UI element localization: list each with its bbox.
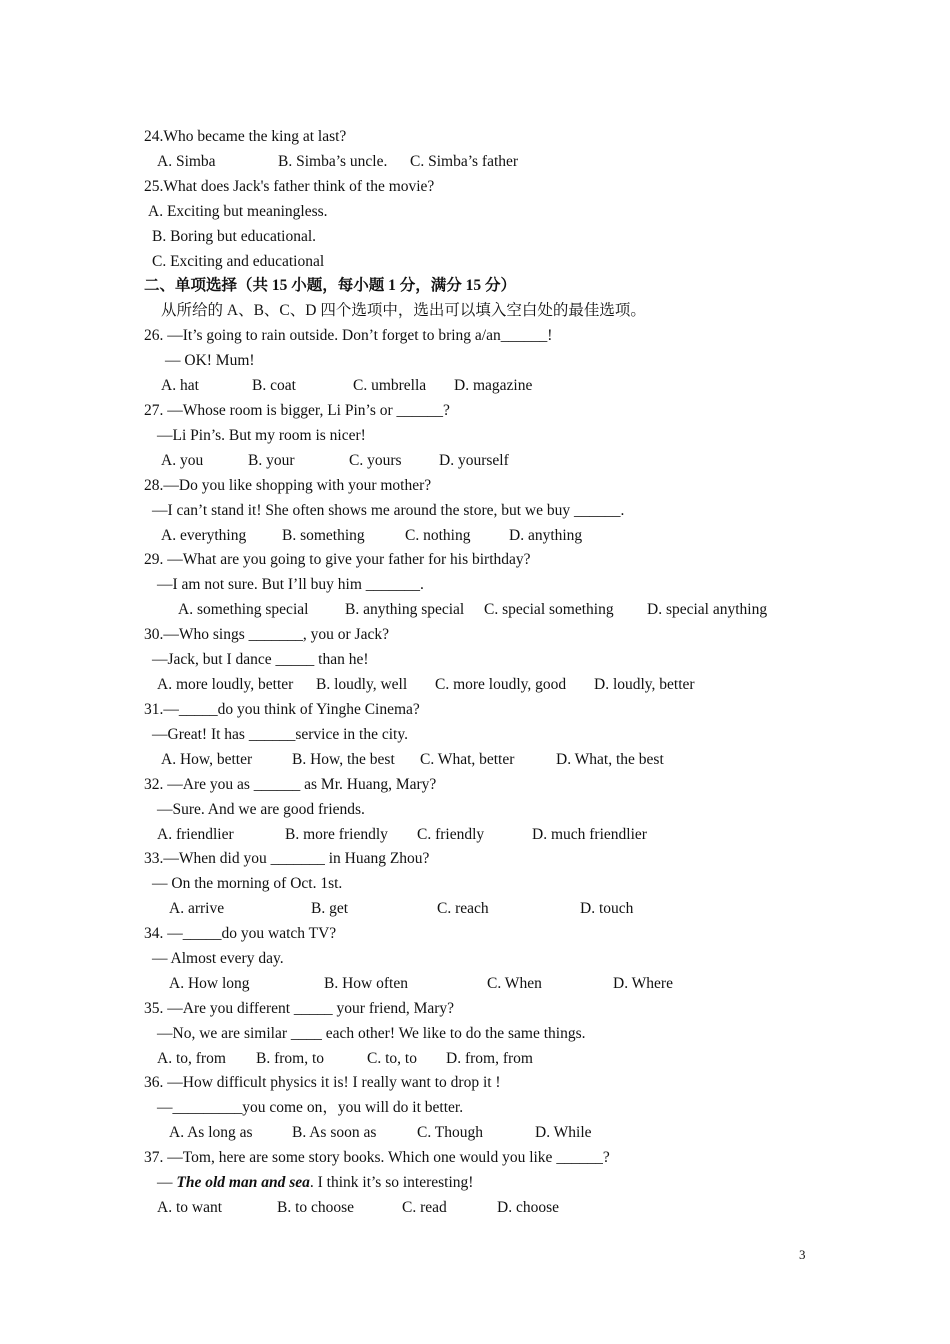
q27-option-c: C. yours xyxy=(349,452,402,469)
q30-option-c: C. more loudly, good xyxy=(435,676,567,693)
q32-option-d: D. much friendlier xyxy=(532,826,647,843)
q24-option-b: B. Simba’s uncle. xyxy=(278,153,388,170)
q35-option-c: C. to, to xyxy=(367,1050,417,1067)
q35-option-d: D. from, from xyxy=(446,1050,533,1067)
q36-option-d: D. While xyxy=(535,1124,592,1141)
q30-option-d: D. loudly, better xyxy=(594,676,695,693)
book-title: The old man and sea xyxy=(176,1174,310,1191)
q26-option-b: B. coat xyxy=(252,377,296,394)
q37-option-d: D. choose xyxy=(497,1199,559,1216)
q26-option-c: C. umbrella xyxy=(353,377,427,394)
q24-option-a: A. Simba xyxy=(157,153,216,170)
q30-option-a: A. more loudly, better xyxy=(157,676,294,693)
q26-option-a: A. hat xyxy=(161,377,199,394)
q31-option-c: C. What, better xyxy=(420,751,515,768)
q27-option-a: A. you xyxy=(161,452,204,469)
q27-option-d: D. yourself xyxy=(439,452,509,469)
q31-option-b: B. How, the best xyxy=(292,751,395,768)
q28-option-a: A. everything xyxy=(161,527,247,544)
q33-option-b: B. get xyxy=(311,900,349,917)
q35-option-b: B. from, to xyxy=(256,1050,325,1067)
q28-option-b: B. something xyxy=(282,527,365,544)
q37-option-a: A. to want xyxy=(157,1199,223,1216)
q26-option-d: D. magazine xyxy=(454,377,533,394)
q33-option-d: D. touch xyxy=(580,900,634,917)
q37-option-c: C. read xyxy=(402,1199,447,1216)
q32-option-a: A. friendlier xyxy=(157,826,234,843)
q34-option-a: A. How long xyxy=(169,975,250,992)
q28-option-d: D. anything xyxy=(509,527,583,544)
q24-option-c: C. Simba’s father xyxy=(410,153,519,170)
q30-option-b: B. loudly, well xyxy=(316,676,408,693)
q36-option-a: A. As long as xyxy=(169,1124,253,1141)
q29-option-c: C. special something xyxy=(484,601,614,618)
q34-option-d: D. Where xyxy=(613,975,673,992)
q36-option-b: B. As soon as xyxy=(292,1124,377,1141)
q34-option-b: B. How often xyxy=(324,975,408,992)
q29-option-a: A. something special xyxy=(178,601,309,618)
q29-option-b: B. anything special xyxy=(345,601,465,618)
q31-option-a: A. How, better xyxy=(161,751,253,768)
q29-option-d: D. special anything xyxy=(647,601,768,618)
q37-option-b: B. to choose xyxy=(277,1199,355,1216)
q31-option-d: D. What, the best xyxy=(556,751,664,768)
q28-option-c: C. nothing xyxy=(405,527,471,544)
q36-option-c: C. Though xyxy=(417,1124,484,1141)
exam-page: 24.Who became the king at last? A. Simba B. Simba’s uncle. C. Simba’s father 25.What does Jack's father think of the movie? A. Exciting but meaningless. B. Boring but educational. C. Exciting and educational 二、单项选择（共 15 小题，每小题 1 分，满分 15 分） 从所给的 A、B、C、D 四个选项中，选出可以填入空白处的最佳选项。 26. —It’s going to rain outside. Don’t forget to bring a/an______! — OK! Mum! A. hat B. coat C. umbrella D. magazine 27. —Whose room is bigger, Li Pin’s or ______? —Li Pin’s. But my room is nicer! A. you B. your C. yours D. yourself 28.—Do you like shopping with your mother? —I can’t stand it! She often shows me around the store, but we buy ______. A. everything B. something C. nothing D. anything 29. —What are you going to give your father for his birthday? —I am not sure. But I’ll buy him _______. A. something special B. anything special C. special something D. special anything 30.—Who sings _______, you or Jack? —Jack, but I dance _____ than he! A. more loudly, better B. loudly, well C. more loudly, good D. loudly, better 31.—_____do you think of Yinghe Cinema? —Great! It has ______service in the city. A. How, better B. How, the best C. What, better D. What, the best 32. —Are you as ______ as Mr. Huang, Mary? —Sure. And we are good friends. A. friendlier B. more friendly C. friendly D. much friendlier 33.—When did you _______ in Huang Zhou? — On the morning of Oct. 1st. A. arrive B. get C. reach D. touch 34. —_____do you watch TV? — Almost every day. A. How long B. How often C. When D. Where 35. —Are you different _____ your friend, Mary? —No, we are similar ____ each other! We like to do the same things. A. to, from B. from, to C. to, to D. from, from 36. —How difficult physics it is! I really want to drop it ! —_________you come on，you will do it better. A. As long as B. As soon as C. Though D. While 37. —Tom, here are some story books. Which one would you like ______? — The old man and sea. I think it’s so interesting! A. to want B. to choose C. read D. choose 3 xyxy=(144,128,806,1262)
q32-option-c: C. friendly xyxy=(417,826,485,843)
page-number: 3 xyxy=(799,1247,806,1262)
q34-option-c: C. When xyxy=(487,975,542,992)
q32-option-b: B. more friendly xyxy=(285,826,388,843)
q27-option-b: B. your xyxy=(248,452,295,469)
q35-option-a: A. to, from xyxy=(157,1050,226,1067)
q33-option-c: C. reach xyxy=(437,900,489,917)
q33-option-a: A. arrive xyxy=(169,900,225,917)
